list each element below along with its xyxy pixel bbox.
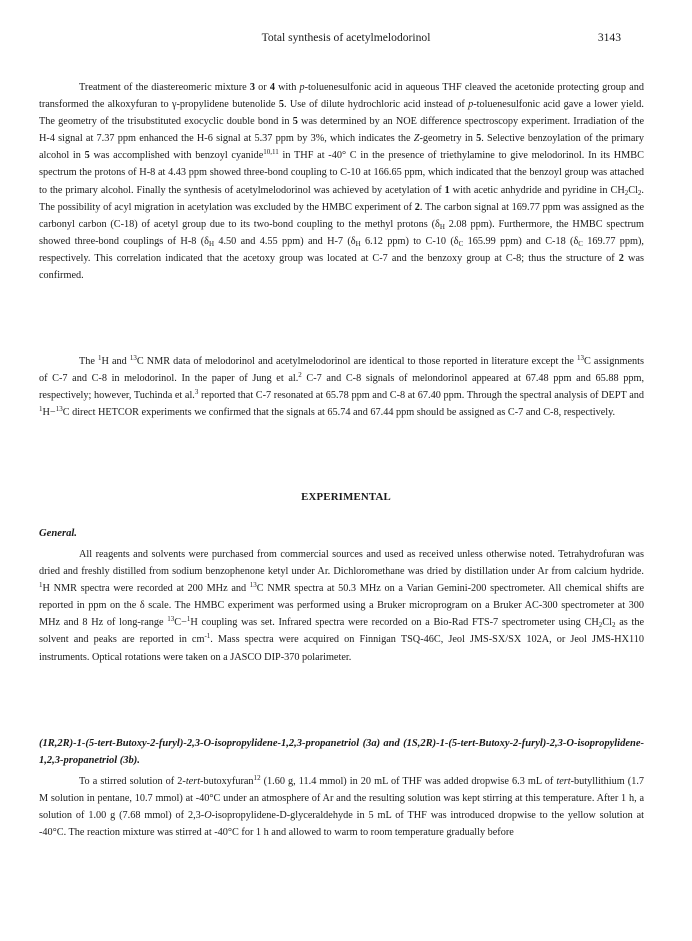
superscript: 13 [249,581,257,590]
text-run: . Mass spectra were acquired on Finnigan TSQ-46C, Jeol JMS-SX/SX 102A, or Jeol JMS-HX110 instruments. Optical rotations were taken on a JASCO DIP-370 polarimeter. [39,634,644,663]
subscript: 2 [611,621,616,630]
text-run: was determined by an NOE difference spectroscopy experiment. Irradiation of the H-4 signal at 7.37 ppm enhanced the H-6 signal at 5.37 ppm by 3%, which indicates the [39,116,644,145]
compound-number: 1 [444,184,450,196]
compound-number: 2 [618,252,624,264]
text-run: C NMR spectra at 50.3 MHz on a Varian Gemini-200 spectrometer. All chemical shifts are reported in ppm on the δ scale. The HMBC experiment was performed using a Bruker microprogram on a Bruker AC-300 spectrometer at 300 MHz and 8 Hz of long-range [39,583,644,629]
text-run: 4.50 and 4.55 ppm) and H-7 (δ [214,235,356,247]
text-run: C assignments of C-7 and C-8 in melodorinol. In the paper of Jung et al. [39,356,645,385]
text-run: was accomplished with benzoyl cyanide [89,150,264,162]
page-number: 3143 [597,31,621,44]
superscript: 12 [253,774,261,782]
subscript: 2 [598,621,603,630]
text-run: 2.08 ppm). Furthermore, the HMBC spectrum showed three-bond couplings of H-8 (δ [39,218,644,247]
italic-text: p [299,82,305,93]
italic-text: p [468,99,474,111]
superscript: 13 [167,615,175,624]
text-run: . The carbon signal at 169.77 ppm was assigned as the carbonyl carbon (C-18) of acetyl group due to its two-bond coupling to the methyl protons (δ [39,201,644,230]
text-run: Treatment of the diastereomeric mixture [79,82,250,93]
subscript: C [458,239,464,248]
text-run: 6.12 ppm) to C-10 (δ [360,235,459,247]
text-run: C− [174,617,187,629]
text-run: D [279,810,287,822]
superscript: 13 [577,354,584,362]
superscript: -1 [204,632,211,641]
text-run: 169.77 ppm), respectively. This correlation indicated that the acetoxy group was located at C-7 and the benzoxy group at C-8; thus the structure of [39,235,644,264]
text-run: C NMR data of melodorinol and acetylmelodorinol are identical to those reported in literature except the [136,356,577,367]
paragraph-nmr-assignments [39,353,644,421]
subscript: H [355,239,361,248]
paragraph-butenolide-synthesis [39,79,644,284]
superscript: 3 [194,388,199,397]
compound-number: 2 [414,201,420,213]
paragraph-text [39,353,644,421]
text-run: All reagents and solvents were purchased from commercial sources and used as received unless otherwise noted. Tetrahydrofuran was dried and freshly distilled from sodium benzophenone ketyl under Ar. Dichloromethane was dried by distillation under Ar from calcium hydride. [39,549,644,578]
text-run: as the solvent and peaks are reported in cm [39,617,644,646]
superscript: 2 [298,371,302,380]
text-run: -butoxyfuran [200,776,254,787]
text-run: . Selective benzoylation of the primary alcohol in [39,133,644,162]
paragraph-general-methods [39,546,644,666]
text-run: . Use of dilute hydrochloric acid instead of [283,99,469,111]
text-run: -isopropylidene- [211,810,280,822]
compound-number: 5 [278,99,284,111]
paragraph-text [39,546,644,666]
italic-text: tert [556,776,571,787]
compound-number: 3 [249,82,255,93]
running-title: Total synthesis of acetylmelodorinol [261,31,431,44]
paragraph-text [39,79,644,284]
section-heading-experimental: EXPERIMENTAL [301,491,391,503]
text-run: H− [42,407,56,419]
text-run: (1.60 g, 11.4 mmol) in 20 mL of THF was added dropwise 6.3 mL of [260,776,557,787]
superscript: 1 [39,581,43,590]
subscript: H [439,222,445,231]
text-run: or [254,82,270,93]
text-run: 165.99 ppm) and C-18 (δ [463,235,579,247]
text-run: with acetic anhydride and pyridine in CH [449,184,625,196]
superscript: 1 [39,405,43,414]
subscript: C [578,239,583,248]
text-run: in THF at -40° C in the presence of triethylamine to give melodorinol. In its HMBC spectrum the protons of H-8 at 4.43 ppm showed three-bond coupling to C-10 at 166.65 ppm, which indicated that the benzoyl group was attached to the primary alcohol. Finally the synthesis of acetylmelodorinol was achieved by acetylation of [39,150,644,196]
subscript: 2 [624,188,629,197]
italic-text: tert [185,776,201,787]
italic-text: Z [413,133,420,145]
text-run: H coupling was set. Infrared spectra were recorded on a Bio-Rad FTS-7 spectrometer using CH [190,617,599,629]
text-run: -geometry in [419,133,477,145]
subscript: 2 [637,188,642,197]
subheading-general: General. [39,528,77,539]
compound-number: 5 [476,133,482,145]
text-run: -toluenesulfonic acid gave a lower yield. The geometry of the trisubstituted exocyclic double bond in [39,99,644,128]
superscript: 13 [129,354,137,362]
paragraph-text [39,773,644,841]
compound-number: 4 [269,82,275,93]
text-run: -glyceraldehyde in 5 mL of THF was introduced dropwise to the yellow solution at -40°C. The reaction mixture was stirred at -40°C for 1 h and allowed to warm to room temperature gradually before [39,810,644,839]
text-run: To a stirred solution of 2- [79,776,186,787]
text-run: reported that C-7 resonated at 65.78 ppm and C-8 at 67.40 ppm. Through the spectral analysis of DEPT and [198,390,645,402]
text-run: -butyllithium (1.7 M solution in pentane, 10.7 mmol) at -40°C under an atmosphere of Ar and the resulting solution was kept stirring at this temperature. After 1 h, a solution of 1.00 g (7.68 mmol) of 2,3- [39,776,645,822]
superscript: 1 [98,354,102,362]
paragraph-procedure-3a-3b [39,773,644,841]
text-run: -toluenesulfonic acid in aqueous THF cleaved the acetonide protecting group and transformed the alkoxyfuran to γ-propylidene butenolide [39,82,644,111]
superscript: 1 [186,615,191,624]
text-run: with [274,82,300,93]
compound-number: 5 [292,116,298,128]
italic-text: O [204,810,212,822]
text-run: C-7 and C-8 signals of melondorinol appeared at 67.48 ppm and 65.88 ppm, respectively; however, Tuchinda et al. [39,373,645,402]
text-run: . The possibility of acyl migration in acetylation was excluded by the HMBC experiment of [39,184,644,213]
text-run: H NMR spectra were recorded at 200 MHz and [42,583,250,595]
subscript: H [208,239,214,248]
text-run: H and [101,356,130,367]
text-run: Cl [602,617,612,629]
superscript: 10,11 [263,148,279,157]
text-run: Cl [628,184,638,196]
text-run: The [79,356,99,367]
text-run: C direct HETCOR experiments we confirmed that the signals at 65.74 and 67.44 ppm should be assigned as C-7 and C-8, respectively. [62,407,616,419]
compound-number: 5 [84,150,90,162]
compound-title-3a-3b: (1R,2R)-1-(5-tert-Butoxy-2-furyl)-2,3-O-isopropylidene-1,2,3-propanetriol (3a) and (1S,2R)-1-(5-tert-Butoxy-2-furyl)-2,3-O-isopropylidene-1,2,3-propanetriol (3b). [39,738,644,767]
text-run: was confirmed. [39,252,644,282]
superscript: 13 [55,405,63,414]
page-header [0,31,692,47]
